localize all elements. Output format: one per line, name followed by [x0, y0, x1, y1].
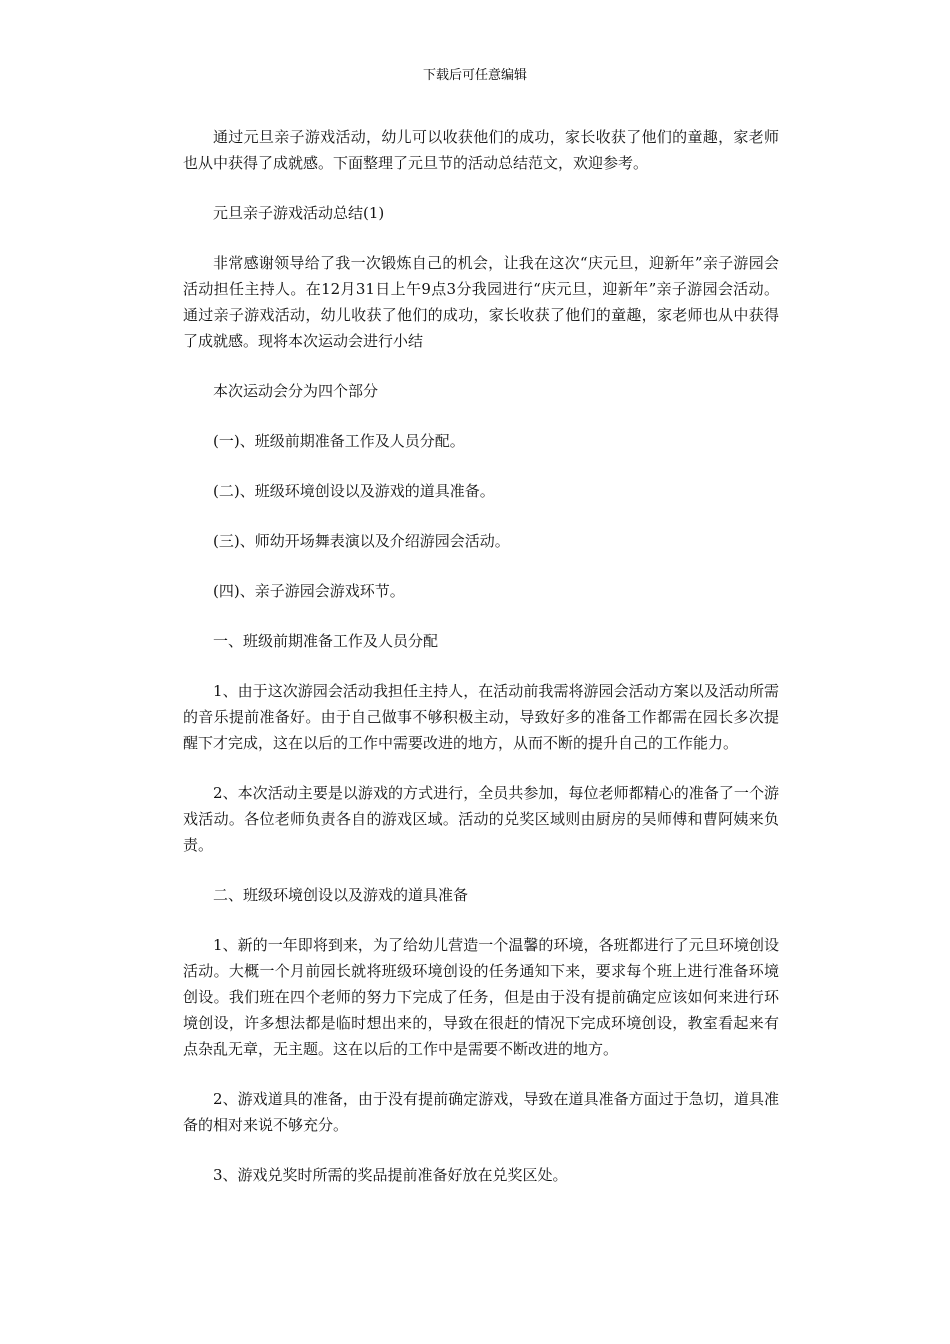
intro-paragraph: 通过元旦亲子游戏活动，幼儿可以收获他们的成功，家长收获了他们的童趣，家老师也从中获得了成就感。下面整理了元旦节的活动总结范文，欢迎参考。: [183, 128, 779, 172]
section-title: 元旦亲子游戏活动总结(1): [213, 204, 385, 222]
list-item: (四)、亲子游园会游戏环节。: [213, 582, 405, 600]
section-heading: 一、班级前期准备工作及人员分配: [213, 632, 439, 650]
body-paragraph: 1、由于这次游园会活动我担任主持人，在活动前我需将游园会活动方案以及活动所需的音乐提前准备好。由于自己做事不够积极主动，导致好多的准备工作都需在园长多次提醒下才完成，这在以后的工作中需要改进的地方，从而不断的提升自己的工作能力。: [183, 682, 779, 752]
section-heading: 二、班级环境创设以及游戏的道具准备: [213, 886, 469, 904]
page-header: 下载后可任意编辑: [422, 68, 527, 83]
body-paragraph: 1、新的一年即将到来，为了给幼儿营造一个温馨的环境，各班都进行了元旦环境创设活动。大概一个月前园长就将班级环境创设的任务通知下来，要求每个班上进行准备环境创设。我们班在四个老师的努力下完成了任务，但是由于没有提前确定应该如何来进行环境创设，许多想法都是临时想出来的，导致在很赶的情况下完成环境创设，教室看起来有点杂乱无章，无主题。这在以后的工作中是需要不断改进的地方。: [183, 936, 779, 1058]
body-paragraph: 2、游戏道具的准备，由于没有提前确定游戏，导致在道具准备方面过于急切，道具准备的相对来说不够充分。: [183, 1090, 779, 1134]
body-paragraph: 本次运动会分为四个部分: [213, 382, 379, 400]
list-item: (二)、班级环境创设以及游戏的道具准备。: [213, 482, 495, 500]
body-paragraph: 3、游戏兑奖时所需的奖品提前准备好放在兑奖区处。: [213, 1166, 568, 1184]
body-paragraph: 2、本次活动主要是以游戏的方式进行，全员共参加，每位老师都精心的准备了一个游戏活动。各位老师负责各自的游戏区域。活动的兑奖区域则由厨房的吴师傅和曹阿姨来负责。: [183, 784, 779, 854]
document-body: [183, 124, 779, 1212]
list-item: (三)、师幼开场舞表演以及介绍游园会活动。: [213, 532, 510, 550]
list-item: (一)、班级前期准备工作及人员分配。: [213, 432, 465, 450]
body-paragraph: 非常感谢领导给了我一次锻炼自己的机会，让我在这次“庆元旦，迎新年”亲子游园会活动担任主持人。在12月31日上午9点3分我园进行“庆元旦，迎新年”亲子游园会活动。通过亲子游戏活动，幼儿收获了他们的成功，家长收获了他们的童趣，家老师也从中获得了成就感。现将本次运动会进行小结: [183, 254, 779, 350]
